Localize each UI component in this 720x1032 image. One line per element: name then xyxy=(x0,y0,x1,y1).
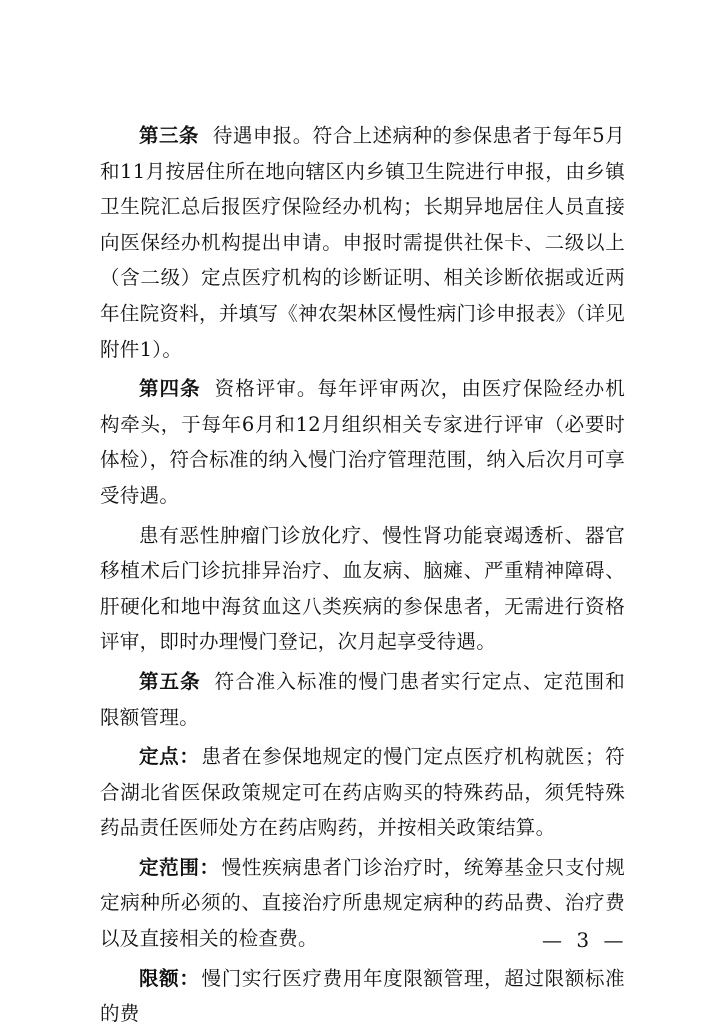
article-3-heading: 第三条 xyxy=(139,124,199,147)
quota-heading: 限额： xyxy=(139,966,200,990)
exempt-diseases-text: 患有恶性肿瘤门诊放化疗、慢性肾功能衰竭透析、器官移植术后门诊抗排异治疗、血友病、脑瘫、严重精神障碍、肝硬化和地中海贫血这八类疾病的参保患者，无需进行资格评审，即时办理慢门登记，次月起享受待遇。 xyxy=(100,523,625,654)
article-5-heading: 第五条 xyxy=(139,669,201,693)
designated-point-paragraph xyxy=(100,739,625,846)
article-4-paragraph xyxy=(100,371,625,513)
designated-point-heading: 定点： xyxy=(139,745,200,769)
defined-scope-text: 慢性疾病患者门诊治疗时，统筹基金只支付规定病种所必须的、直接治疗所患规定病种的药品费、治疗费以及直接相关的检查费。 xyxy=(100,855,625,951)
article-5-paragraph xyxy=(100,664,625,735)
article-4-heading: 第四条 xyxy=(139,377,201,401)
article-3-paragraph xyxy=(100,118,625,367)
page-number: — 3 — xyxy=(542,928,628,952)
quota-paragraph xyxy=(100,961,625,1032)
designated-point-text: 患者在参保地规定的慢门定点医疗机构就医；符合湖北省医保政策规定可在药店购买的特殊药品，须凭特殊药品责任医师处方在药店购药，并按相关政策结算。 xyxy=(100,745,625,840)
article-3-text: 待遇申报。符合上述病种的参保患者于每年5月和11月按居住所在地向辖区内乡镇卫生院进行申报，由乡镇卫生院汇总后报医疗保险经办机构；长期异地居住人员直接向医保经办机构提出申请。申报时需提供社保卡、二级以上（含二级）定点医疗机构的诊断证明、相关诊断依据或近两年住院资料，并填写《神农架林区慢性病门诊申报表》（详见附件1）。 xyxy=(100,124,625,361)
article-5-text: 符合准入标准的慢门患者实行定点、定范围和限额管理。 xyxy=(100,669,625,729)
document-body xyxy=(100,118,628,1032)
quota-text: 慢门实行医疗费用年度限额管理，超过限额标准的费 xyxy=(100,966,625,1026)
article-4-text: 资格评审。每年评审两次，由医疗保险经办机构牵头，于每年6月和12月组织相关专家进行评审（必要时体检），符合标准的纳入慢门治疗管理范围，纳入后次月可享受待遇。 xyxy=(100,377,625,507)
exempt-diseases-paragraph xyxy=(100,518,625,660)
defined-scope-heading: 定范围： xyxy=(139,855,220,879)
